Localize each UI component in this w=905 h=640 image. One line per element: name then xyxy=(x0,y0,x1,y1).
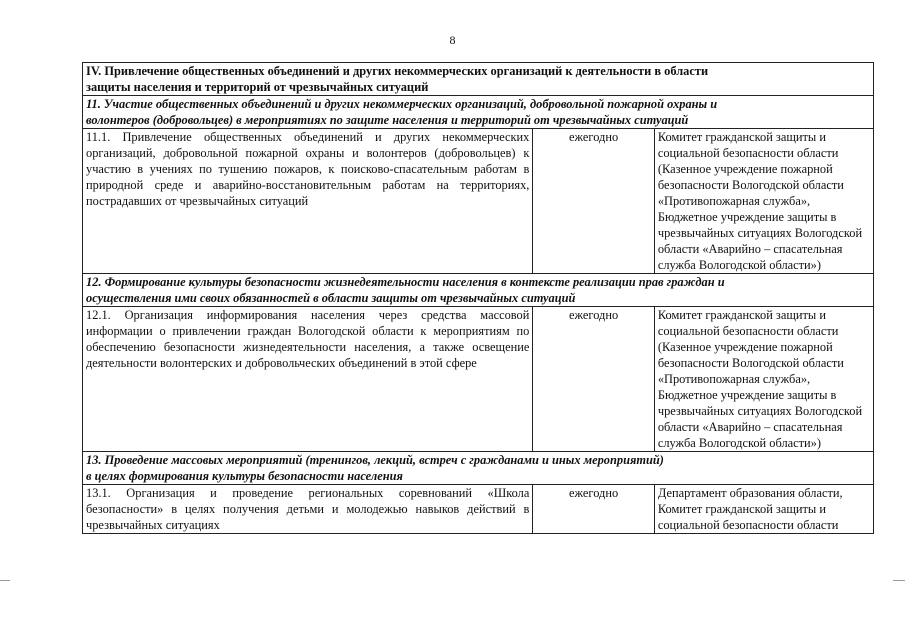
subsection-heading-line: 12. Формирование культуры безопасности жизнедеятельности населения в контексте реализации прав граждан и xyxy=(86,275,725,289)
measure-deadline: ежегодно xyxy=(533,485,654,534)
table-row xyxy=(83,307,874,452)
measure-text: 13.1. Организация и проведение региональных соревнований «Школа безопасности» в целях получения детьми и молодежью навыков действий в чрезвычайных ситуациях xyxy=(83,485,533,534)
section-heading-row xyxy=(83,63,874,96)
table-row xyxy=(83,129,874,274)
section-heading-line: защиты населения и территорий от чрезвычайных ситуаций xyxy=(86,80,429,94)
measures-table xyxy=(82,62,874,534)
scan-edge-mark-right xyxy=(893,580,905,581)
measure-responsible: Комитет гражданской защиты и социальной безопасности области (Казенное учреждение пожарной безопасности Вологодской области «Противопожарная служба», Бюджетное учреждение защиты в чрезвычайных ситуациях Вологодской области «Аварийно – спасательная служба Вологодской области») xyxy=(654,129,873,274)
subsection-heading-row xyxy=(83,452,874,485)
section-heading-line: IV. Привлечение общественных объединений и других некоммерческих организаций к деятельности в области xyxy=(86,64,709,78)
subsection-heading xyxy=(83,96,874,129)
measure-responsible: Комитет гражданской защиты и социальной безопасности области (Казенное учреждение пожарной безопасности Вологодской области «Противопожарная служба», Бюджетное учреждение защиты в чрезвычайных ситуациях Вологодской области «Аварийно – спасательная служба Вологодской области») xyxy=(654,307,873,452)
measure-text: 12.1. Организация информирования населения через средства массовой информации о привлечении граждан Вологодской области к мероприятиям по обеспечению безопасности жизнедеятельности населения, а также освещение деятельности волонтерских и добровольческих объединений в этой сфере xyxy=(83,307,533,452)
subsection-heading-line: 13. Проведение массовых мероприятий (тренингов, лекций, встреч с гражданами и иных мероприятий) xyxy=(86,453,664,467)
subsection-heading xyxy=(83,274,874,307)
subsection-heading-line: осуществления ими своих обязанностей в области защиты от чрезвычайных ситуаций xyxy=(86,291,576,305)
table-row xyxy=(83,485,874,534)
subsection-heading-line: волонтеров (добровольцев) в мероприятиях по защите населения и территорий от чрезвычайных ситуаций xyxy=(86,113,689,127)
subsection-heading-row xyxy=(83,274,874,307)
measure-deadline: ежегодно xyxy=(533,307,654,452)
page-number: 8 xyxy=(449,33,456,47)
scan-edge-mark-left xyxy=(0,580,10,581)
measure-responsible: Департамент образования области, Комитет гражданской защиты и социальной безопасности области xyxy=(654,485,873,534)
subsection-heading-line: в целях формирования культуры безопасности населения xyxy=(86,469,403,483)
subsection-heading xyxy=(83,452,874,485)
measure-deadline: ежегодно xyxy=(533,129,654,274)
section-heading xyxy=(83,63,874,96)
subsection-heading-line: 11. Участие общественных объединений и других некоммерческих организаций, добровольной пожарной охраны и xyxy=(86,97,718,111)
measure-text: 11.1. Привлечение общественных объединений и других некоммерческих организаций, добровольной пожарной охраны и волонтеров (добровольцев) к участию в учениях по тушению пожаров, к поисково-спасательным работам в природной среде и аварийно-восстановительным работам на территориях, пострадавших от чрезвычайных ситуаций xyxy=(83,129,533,274)
subsection-heading-row xyxy=(83,96,874,129)
